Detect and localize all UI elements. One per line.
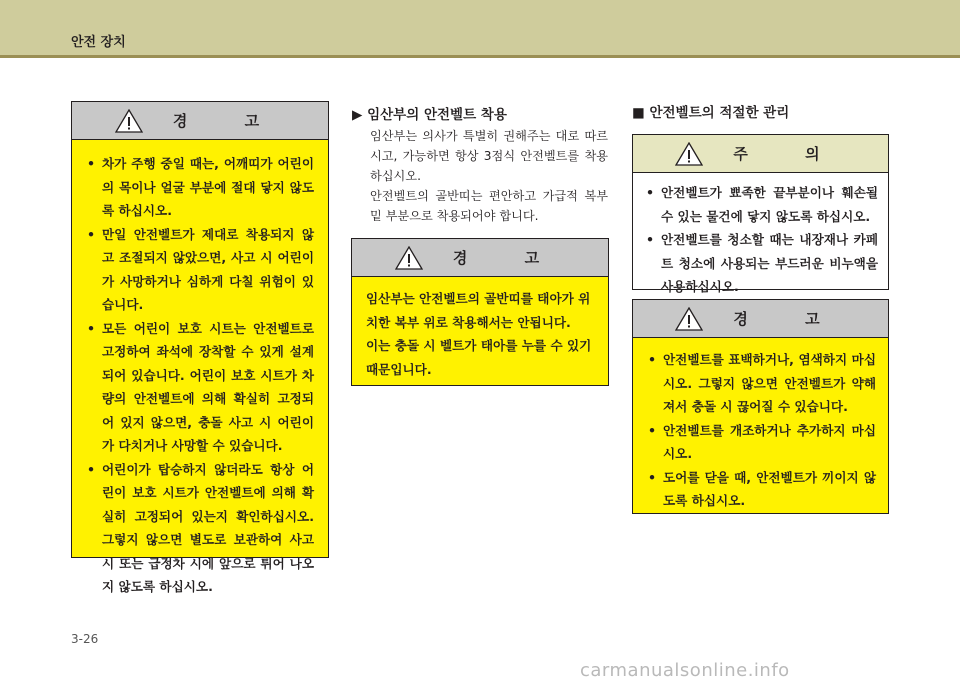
caution-heading: 주 의 xyxy=(733,145,846,163)
section-title-pregnant: ▶ 임산부의 안전벨트 착용 xyxy=(352,107,507,123)
list-item: • 만일 안전벨트가 제대로 착용되지 않고 조절되지 않았으면, 사고 시 어린이가 사망하거나 심하게 다칠 위험이 있습니다. xyxy=(84,223,314,317)
list-item: • 어린이가 탑승하지 않더라도 항상 어린이 보호 시트가 안전벨트에 의해 확실히 고정되어 있는지 확인하십시오. 그렇지 않으면 별도로 보관하여 사고 시 또는 급정차 시에 앞으로 튀어 나오지 않도록 하십시오. xyxy=(84,458,314,599)
section-title-belt-care: ■ 안전벨트의 적절한 관리 xyxy=(632,105,790,121)
list-item: • 도어를 닫을 때, 안전벨트가 끼이지 않도록 하십시오. xyxy=(645,466,876,513)
page-number: 3-26 xyxy=(71,632,99,646)
warning-box-body xyxy=(352,277,608,385)
caution-box-body xyxy=(633,173,888,294)
warning-box-body xyxy=(72,140,328,594)
list-item: • 모든 어린이 보호 시트는 안전벨트로 고정하여 좌석에 장착할 수 있게 설계되어 있습니다. 어린이 보호 시트가 차량의 안전벨트에 의해 확실히 고정되어 있지 않으면, 충돌 사고 시 어린이가 다치거나 사망할 수 있습니다. xyxy=(84,317,314,458)
caution-box-header xyxy=(633,135,888,173)
watermark: carmanualsonline.info xyxy=(580,660,790,681)
header-title: 안전 장치 xyxy=(71,35,126,50)
warning-heading: 경 고 xyxy=(733,310,846,328)
page-header xyxy=(0,0,960,55)
paragraph: 임산부는 의사가 특별히 권해주는 대로 따르시고, 가능하면 항상 3점식 안전벨트를 착용하십시오. xyxy=(370,129,608,183)
warning-box-child-seat xyxy=(71,101,329,594)
list-item: • 차가 주행 중일 때는, 어깨띠가 어린이의 목이나 얼굴 부분에 절대 닿지 않도록 하십시오. xyxy=(84,152,314,223)
warning-box-header xyxy=(72,102,328,140)
paragraph: 안전벨트의 골반띠는 편안하고 가급적 복부 밑 부분으로 착용되어야 합니다. xyxy=(370,189,608,223)
caution-box-belt-care xyxy=(632,134,889,294)
warning-box-body xyxy=(633,338,888,513)
warning-heading: 경 고 xyxy=(452,249,566,267)
warning-box-belt-care xyxy=(632,299,889,514)
warning-text: 이는 충돌 시 벨트가 태아를 누를 수 있기 때문입니다. xyxy=(366,338,592,377)
list-item: • 안전벨트를 개조하거나 추가하지 마십시오. xyxy=(645,419,876,466)
warning-triangle-icon xyxy=(675,142,703,166)
list-item: • 안전벨트가 뾰족한 끝부분이나 훼손될 수 있는 물건에 닿지 않도록 하십시오. xyxy=(643,181,878,228)
warning-box-pregnant xyxy=(351,238,609,386)
header-divider xyxy=(0,55,960,58)
warning-text: 임산부는 안전벨트의 골반띠를 태아가 위치한 복부 위로 착용해서는 안됩니다. xyxy=(366,291,591,330)
warning-box-header xyxy=(633,300,888,338)
warning-box-header xyxy=(352,239,608,277)
list-item: • 안전벨트를 청소할 때는 내장재나 카페트 청소에 사용되는 부드러운 비누액을 사용하십시오. xyxy=(643,228,878,299)
warning-triangle-icon xyxy=(675,307,703,331)
warning-heading: 경 고 xyxy=(172,112,286,130)
warning-triangle-icon xyxy=(115,109,143,133)
list-item: • 안전벨트를 표백하거나, 염색하지 마십시오. 그렇지 않으면 안전벨트가 약해져서 충돌 시 끊어질 수 있습니다. xyxy=(645,348,876,419)
warning-triangle-icon xyxy=(395,246,423,270)
